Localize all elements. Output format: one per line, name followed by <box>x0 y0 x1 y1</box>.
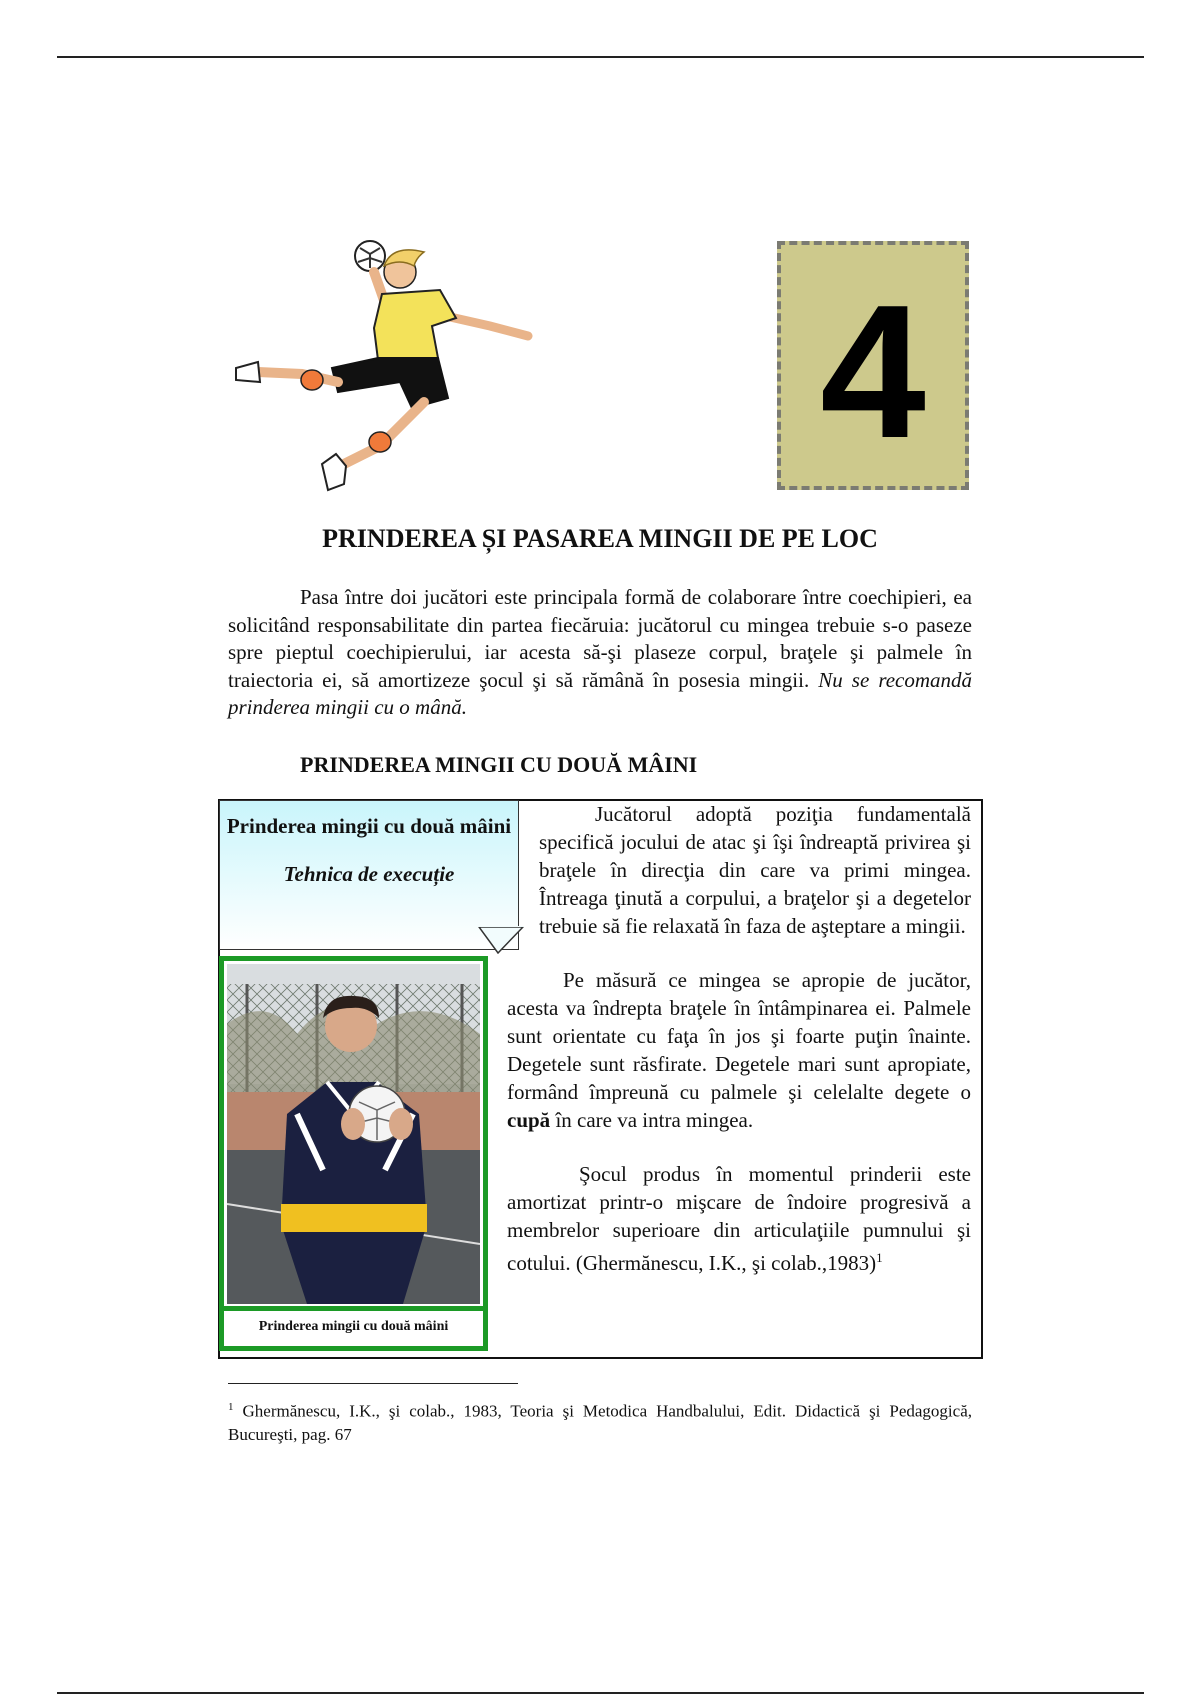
header-rule <box>57 56 1144 58</box>
section-title: PRINDEREA MINGII CU DOUĂ MÂINI <box>300 752 698 777</box>
callout-title: Prinderea mingii cu două mâini <box>226 814 512 838</box>
player-photo <box>227 964 480 1304</box>
paragraph-2-text: Pe măsură ce mingea se apropie de jucător, acesta va îndrepta braţele în întâmpinarea ei. Palmele sunt orientate cu faţa în jos şi foarte puţin înainte. Degetele sunt răsfirate. Degetele mari sunt apropiate, formând împreună cu palmele şi celelalte degete o <box>507 968 971 1104</box>
footnote <box>228 1396 972 1446</box>
paragraph-2-end: în care va intra mingea. <box>555 1108 754 1132</box>
photo-frame <box>219 956 488 1351</box>
paragraph-technique-3 <box>507 1160 971 1277</box>
footnote-text: Ghermănescu, I.K., şi colab., 1983, Teoria şi Metodica Handbalului, Edit. Didactică şi Pedagogică, Bucureşti, pag. 67 <box>228 1401 973 1444</box>
photo-caption: Prinderea mingii cu două mâini <box>224 1306 483 1346</box>
callout-box <box>219 800 519 950</box>
page-title: PRINDEREA ȘI PASAREA MINGII DE PE LOC <box>322 524 878 553</box>
footnote-reference: 1 <box>876 1250 883 1265</box>
intro-text: Pasa între doi jucători este principala formă de colaborare între coechipieri, ea solicitând responsabilitate din partea fiecăruia: jucătorul cu mingea trebuie s-o paseze spre pieptul coechipierului, iar acesta să-şi plaseze corpul, braţele şi palmele în traiectoria ei, să amortizeze şocul şi să rămână în posesia mingii. <box>228 585 972 692</box>
paragraph-3-text: Şocul produs în momentul prinderii este amortizat printr-o mişcare de îndoire progresivă a membrelor superioare din articulaţiile pumnului şi cotului. (Ghermănescu, I.K., şi colab.,1983) <box>507 1162 971 1275</box>
intro-paragraph <box>228 584 972 722</box>
callout-tail <box>478 926 524 954</box>
footnote-marker: 1 <box>228 1401 234 1413</box>
footer-rule <box>57 1692 1144 1694</box>
footnote-separator <box>228 1383 518 1384</box>
intro-italic-note: Nu se recomandă prinderea mingii cu o mână. <box>228 667 973 719</box>
chapter-number-box <box>777 241 969 490</box>
callout-subtitle: Tehnica de execuție <box>283 862 455 886</box>
paragraph-technique-2 <box>507 966 971 1134</box>
paragraph-technique-1 <box>539 800 971 940</box>
paragraph-2-bold: cupă <box>507 1108 551 1132</box>
chapter-number: 4 <box>820 265 926 478</box>
paragraph-1-text: Jucătorul adoptă poziţia fundamentală specifică jocului de atac şi îşi îndreaptă privirea şi braţele în direcţia din care va primi mingea. Întreaga ţinută a corpului, a braţelor şi a degetelor trebuie să fie relaxată în faza de aşteptare a mingii. <box>539 802 971 938</box>
handball-player-illustration <box>228 232 548 502</box>
